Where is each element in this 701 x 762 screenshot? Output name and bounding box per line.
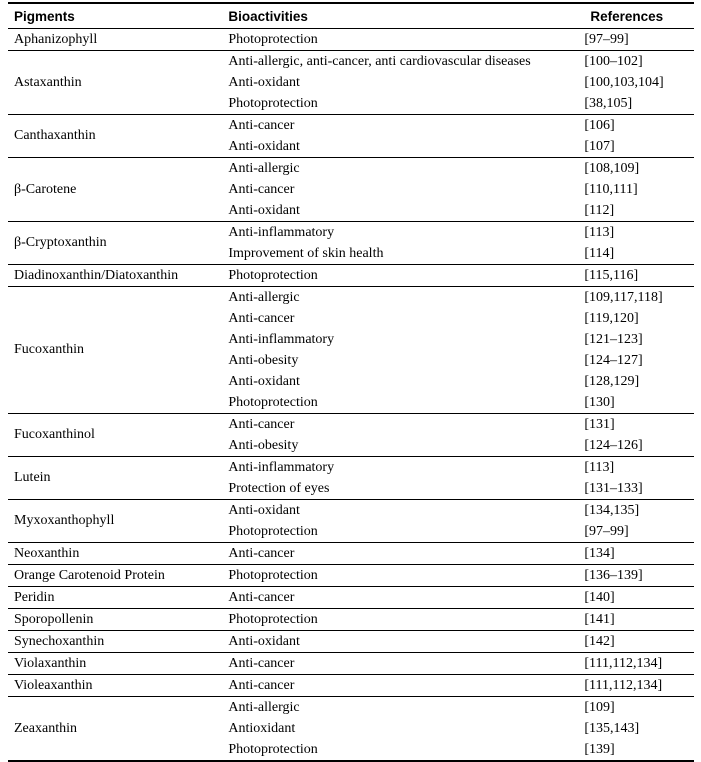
table-row: [8, 697, 694, 719]
reference-cell: [128,129]: [584, 373, 640, 389]
reference-cell: [108,109]: [584, 160, 640, 176]
reference-cell: [121–123]: [584, 331, 643, 347]
header-references: References: [584, 3, 694, 29]
bioactivity-cell: Anti-oxidant: [228, 502, 300, 518]
bioactivity-cell: Anti-cancer: [228, 310, 295, 326]
pigment-cell: Fucoxanthinol: [8, 414, 222, 457]
reference-cell: [115,116]: [584, 265, 694, 287]
reference-cell: [111,112,134]: [584, 653, 694, 675]
table-row: [8, 29, 694, 51]
reference-cell: [97–99]: [584, 29, 694, 51]
reference-cell: [110,111]: [584, 181, 638, 197]
reference-cell: [142]: [584, 631, 694, 653]
pigment-cell: Peridin: [8, 587, 222, 609]
reference-cell: [112]: [584, 200, 694, 222]
reference-cell: [124–127]: [584, 352, 643, 368]
pigment-cell: Astaxanthin: [8, 51, 222, 115]
bioactivity-cell: Anti-cancer: [222, 675, 584, 697]
reference-cell: [38,105]: [584, 93, 694, 115]
reference-cell: [131]: [584, 416, 615, 432]
reference-cell: [109]: [584, 699, 615, 715]
bioactivity-cell: Anti-allergic: [228, 699, 300, 715]
reference-cell: [100,103,104]: [584, 74, 664, 90]
pigment-cell: Diadinoxanthin/Diatoxanthin: [8, 265, 222, 287]
table-body: [8, 29, 694, 762]
reference-cell: [97–99]: [584, 521, 694, 543]
pigment-cell: Zeaxanthin: [8, 697, 222, 762]
bioactivity-cell: Photoprotection: [222, 739, 584, 761]
reference-cell: [111,112,134]: [584, 675, 694, 697]
bioactivity-cell: Photoprotection: [222, 265, 584, 287]
reference-cell: [139]: [584, 739, 694, 761]
reference-cell: [134,135]: [584, 502, 640, 518]
bioactivity-cell: Anti-allergic: [228, 160, 300, 176]
bioactivity-cell: Anti-inflammatory: [228, 331, 335, 347]
header-row: [8, 3, 694, 29]
bioactivity-cell: Anti-cancer: [222, 543, 584, 565]
header-bioactivities: Bioactivities: [222, 3, 584, 29]
table-row: [8, 543, 694, 565]
table-row: [8, 675, 694, 697]
table-row: [8, 587, 694, 609]
bioactivity-cell: Anti-oxidant: [222, 136, 584, 158]
table-row: [8, 457, 694, 479]
table-row: [8, 565, 694, 587]
reference-cell: [124–126]: [584, 435, 694, 457]
table-row: [8, 265, 694, 287]
table-row: [8, 631, 694, 653]
pigment-cell: Myxoxanthophyll: [8, 500, 222, 543]
bioactivity-cell: Anti-allergic, anti-cancer, anti cardiovascular diseases: [228, 53, 531, 69]
bioactivity-cell: Anti-oxidant: [222, 200, 584, 222]
pigment-cell: Synechoxanthin: [8, 631, 222, 653]
pigment-bioactivity-table: [8, 2, 694, 762]
bioactivity-cell: Photoprotection: [222, 93, 584, 115]
bioactivity-cell: Anti-obesity: [222, 435, 584, 457]
bioactivity-cell: Anti-cancer: [228, 117, 295, 133]
bioactivity-cell: Anti-inflammatory: [228, 459, 335, 475]
pigment-cell: Violeaxanthin: [8, 675, 222, 697]
pigment-cell: β-Cryptoxanthin: [8, 222, 222, 265]
table-row: [8, 414, 694, 436]
bioactivity-cell: Anti-oxidant: [228, 74, 300, 90]
table-row: [8, 115, 694, 137]
reference-cell: [131–133]: [584, 478, 694, 500]
reference-cell: [140]: [584, 587, 694, 609]
reference-cell: [114]: [584, 243, 694, 265]
bioactivity-cell: Anti-oxidant: [222, 631, 584, 653]
pigment-cell: Orange Carotenoid Protein: [8, 565, 222, 587]
reference-cell: [141]: [584, 609, 694, 631]
reference-cell: [113]: [584, 224, 615, 240]
bioactivity-cell: Anti-cancer: [222, 587, 584, 609]
bioactivity-cell: Protection of eyes: [222, 478, 584, 500]
table-row: [8, 51, 694, 73]
table-row: [8, 500, 694, 522]
bioactivity-cell: Antioxidant: [228, 720, 296, 736]
bioactivity-cell: Photoprotection: [222, 29, 584, 51]
bioactivity-cell: Photoprotection: [222, 521, 584, 543]
reference-cell: [107]: [584, 136, 694, 158]
bioactivity-cell: Anti-oxidant: [228, 373, 300, 389]
table-row: [8, 158, 694, 180]
pigment-cell: Neoxanthin: [8, 543, 222, 565]
pigment-cell: Sporopollenin: [8, 609, 222, 631]
reference-cell: [113]: [584, 459, 615, 475]
reference-cell: [106]: [584, 117, 615, 133]
pigment-cell: Lutein: [8, 457, 222, 500]
reference-cell: [135,143]: [584, 720, 640, 736]
reference-cell: [130]: [584, 392, 694, 414]
bioactivity-cell: Improvement of skin health: [222, 243, 584, 265]
pigment-cell: Aphanizophyll: [8, 29, 222, 51]
table-row: [8, 609, 694, 631]
table-row: [8, 287, 694, 309]
bioactivity-cell: Anti-inflammatory: [228, 224, 335, 240]
reference-cell: [100–102]: [584, 53, 643, 69]
bioactivity-cell: Anti-obesity: [228, 352, 299, 368]
reference-cell: [134]: [584, 543, 694, 565]
bioactivity-cell: Photoprotection: [222, 565, 584, 587]
pigment-cell: Canthaxanthin: [8, 115, 222, 158]
table-row: [8, 222, 694, 244]
bioactivity-cell: Anti-cancer: [228, 416, 295, 432]
reference-cell: [136–139]: [584, 565, 694, 587]
reference-cell: [119,120]: [584, 310, 639, 326]
bioactivity-cell: Anti-cancer: [222, 653, 584, 675]
table-row: [8, 653, 694, 675]
bioactivity-cell: Anti-allergic: [228, 289, 300, 305]
pigment-cell: β-Carotene: [8, 158, 222, 222]
bioactivity-cell: Photoprotection: [222, 609, 584, 631]
header-pigments: Pigments: [8, 3, 222, 29]
pigment-cell: Violaxanthin: [8, 653, 222, 675]
reference-cell: [109,117,118]: [584, 289, 663, 305]
bioactivity-cell: Photoprotection: [222, 392, 584, 414]
bioactivity-cell: Anti-cancer: [228, 181, 295, 197]
pigment-cell: Fucoxanthin: [8, 287, 222, 414]
